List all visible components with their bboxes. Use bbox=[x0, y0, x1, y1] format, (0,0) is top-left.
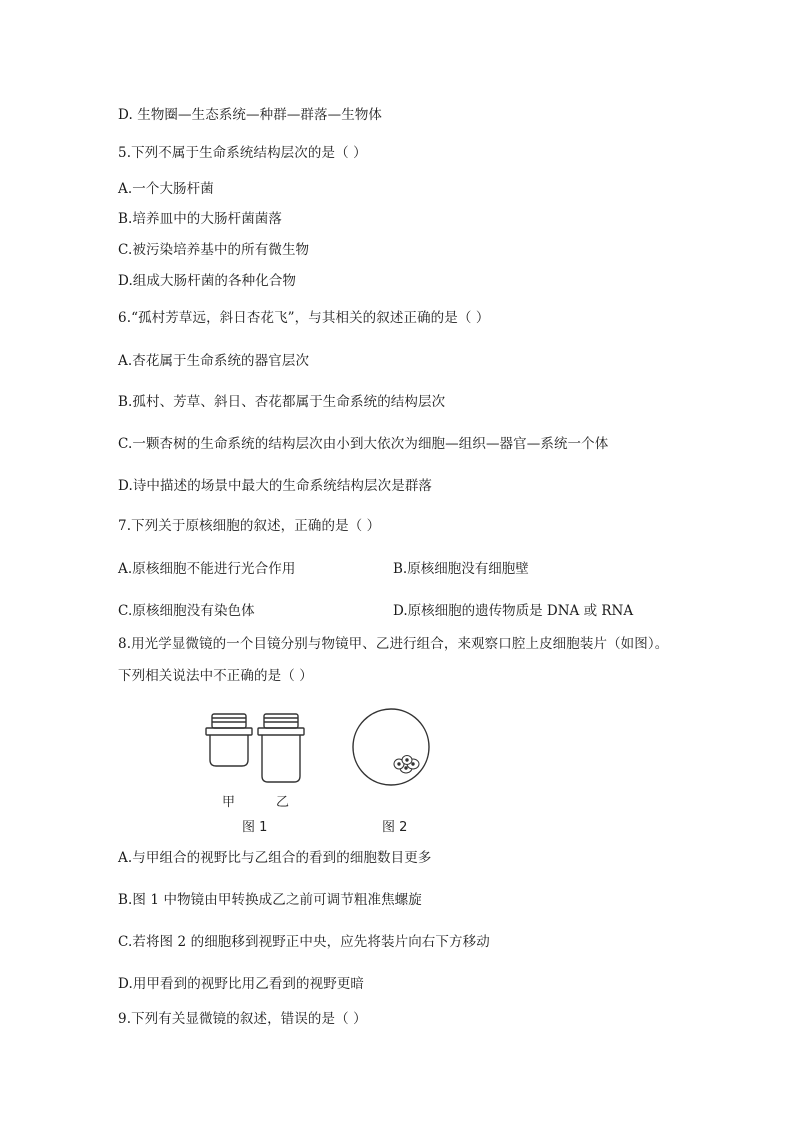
cell-cluster bbox=[394, 756, 419, 774]
q8-stem-line1: 8.用光学显微镜的一个目镜分别与物镜甲、乙进行组合，来观察口腔上皮细胞装片（如图）。 bbox=[118, 636, 669, 652]
q6-option-a: A.杏花属于生命系统的器官层次 bbox=[118, 353, 310, 369]
q4-option-d: D. 生物圈—生态系统—种群—群落—生物体 bbox=[118, 107, 383, 123]
q8-option-d: D.用甲看到的视野比用乙看到的视野更暗 bbox=[118, 976, 365, 992]
q8-option-b: B.图 1 中物镜由甲转换成乙之前可调节粗准焦螺旋 bbox=[118, 892, 422, 908]
q5-option-a: A.一个大肠杆菌 bbox=[118, 181, 214, 197]
q6-option-d: D.诗中描述的场景中最大的生命系统结构层次是群落 bbox=[118, 478, 433, 494]
q5-option-b: B.培养皿中的大肠杆菌菌落 bbox=[118, 211, 283, 227]
q8-option-c: C.若将图 2 的细胞移到视野正中央，应先将装片向右下方移动 bbox=[118, 934, 490, 950]
q7-stem: 7.下列关于原核细胞的叙述，正确的是（ ） bbox=[118, 518, 381, 534]
figure-2-caption: 图 2 bbox=[382, 820, 408, 835]
q8-option-a: A.与甲组合的视野比与乙组合的看到的细胞数目更多 bbox=[118, 850, 432, 866]
q7-option-b: B.原核细胞没有细胞壁 bbox=[393, 561, 529, 577]
figure-1-caption: 图 1 bbox=[242, 820, 268, 835]
q5-option-c: C.被污染培养基中的所有微生物 bbox=[118, 242, 310, 258]
q7-option-c: C.原核细胞没有染色体 bbox=[118, 603, 255, 619]
q6-stem: 6.“孤村芳草远，斜日杏花飞”，与其相关的叙述正确的是（ ） bbox=[118, 310, 490, 326]
q5-option-d: D.组成大肠杆菌的各种化合物 bbox=[118, 273, 297, 289]
objective-lens-jia bbox=[206, 714, 252, 766]
q5-stem: 5.下列不属于生命系统结构层次的是（ ） bbox=[118, 145, 367, 161]
q8-stem-line2: 下列相关说法中不正确的是（ ） bbox=[118, 668, 313, 684]
objective-lens-figure bbox=[200, 710, 320, 790]
q6-option-c: C.一颗杏树的生命系统的结构层次由小到大依次为细胞—组织—器官—系统一个体 bbox=[118, 436, 609, 452]
microscope-field-figure bbox=[350, 706, 432, 788]
q7-option-d: D.原核细胞的遗传物质是 DNA 或 RNA bbox=[393, 603, 634, 619]
objective-lens-yi bbox=[258, 714, 304, 782]
q6-option-b: B.孤村、芳草、斜日、杏花都属于生命系统的结构层次 bbox=[118, 394, 446, 410]
label-yi: 乙 bbox=[276, 795, 290, 810]
q9-stem: 9.下列有关显微镜的叙述，错误的是（ ） bbox=[118, 1011, 367, 1027]
label-jia: 甲 bbox=[222, 795, 236, 810]
q7-option-a: A.原核细胞不能进行光合作用 bbox=[118, 561, 296, 577]
